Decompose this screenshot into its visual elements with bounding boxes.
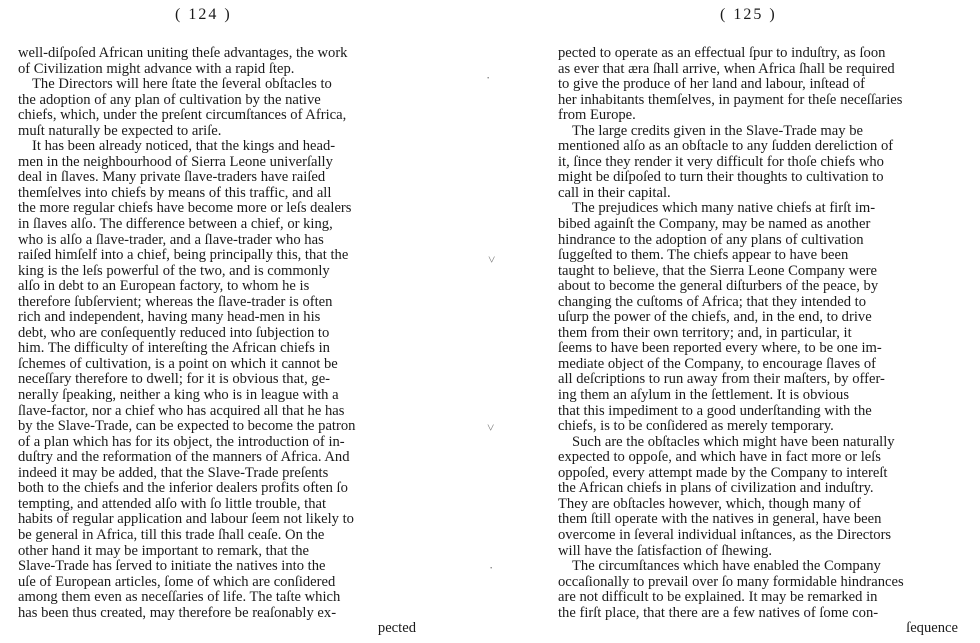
text-line: in ſlaves alſo. The difference between a chief, or king, xyxy=(18,216,333,233)
text-line: the adoption of any plan of cultivation by the native xyxy=(18,91,321,108)
gutter-mark-icon: · xyxy=(489,560,494,575)
text-line: expected to oppoſe, and which have in fact more or leſs xyxy=(558,449,881,466)
text-line: her inhabitants themſelves, in payment for theſe neceſſaries xyxy=(558,91,903,108)
text-line: all deſcriptions to run away from their maſters, by offer- xyxy=(558,371,885,388)
text-line: chiefs, which, under the preſent circumſtances of Africa, xyxy=(18,107,347,124)
text-line: themſelves into chiefs by means of this traffic, and all xyxy=(18,184,332,201)
text-line: by the Slave-Trade, can be expected to become the patron xyxy=(18,418,356,435)
text-line: the firſt place, that there are a few natives of ſome con- xyxy=(558,604,879,621)
left-page-text xyxy=(18,46,416,637)
text-line: Such are the obſtacles which might have been naturally xyxy=(572,433,895,450)
text-line: as ever that æra ſhall arrive, when Africa ſhall be required xyxy=(558,60,895,77)
text-line: The circumſtances which have enabled the Company xyxy=(572,558,881,575)
book-gutter xyxy=(472,0,508,643)
text-line: rich and independent, having many head-men in his xyxy=(18,309,321,326)
right-page-number: ( 125 ) xyxy=(720,6,777,23)
text-line: ing them an aſylum in the ſettlement. It is obvious xyxy=(558,387,850,404)
text-line: are not difficult to be explained. It may be remarked in xyxy=(558,589,878,606)
text-line: changing the cuſtoms of Africa; that they intended to xyxy=(558,293,867,310)
text-line: chiefs, is to be conſidered as merely temporary. xyxy=(558,418,834,435)
text-line: overcome in ſeveral individual inſtances, as the Directors xyxy=(558,526,892,543)
text-line: pected to operate as an effectual ſpur to induſtry, as ſoon xyxy=(558,45,886,61)
text-line: It has been already noticed, that the kings and head- xyxy=(32,138,336,155)
text-line: The Directors will here ſtate the ſeveral obſtacles to xyxy=(32,76,332,93)
text-line: ſchemes of cultivation, is a point on which it cannot be xyxy=(18,355,338,372)
text-line: therefore ſubſervient; whereas the ſlave-trader is often xyxy=(18,293,333,310)
text-line: oppoſed, every attempt made by the Company to intereſt xyxy=(558,464,888,481)
text-line: occaſionally to prevail over ſo many formidable hindrances xyxy=(558,573,904,590)
text-line: among them even as neceſſaries of life. The taſte which xyxy=(18,589,341,606)
text-line: nerally ſpeaking, neither a king who is in league with a xyxy=(18,387,339,404)
text-line: them ſtill operate with the natives in general, have been xyxy=(558,511,882,528)
text-line: the more regular chiefs have become more or leſs dealers xyxy=(18,200,352,217)
text-line: king is the leſs powerful of the two, and is commonly xyxy=(18,262,330,279)
text-line: that this impediment to a good underſtanding with the xyxy=(558,402,872,419)
text-line: ſuggeſted to them. The chiefs appear to have been xyxy=(558,247,849,264)
text-line: has been thus created, may therefore be reaſonably ex- xyxy=(18,604,337,621)
right-page xyxy=(510,0,980,643)
text-line: neceſſary therefore to dwell; for it is obvious that, ge- xyxy=(18,371,331,388)
text-line: They are obſtacles however, which, though many of xyxy=(558,495,861,512)
gutter-mark-icon: ˅ xyxy=(488,252,496,267)
text-line: The prejudices which many native chiefs at firſt im- xyxy=(572,200,876,217)
text-line: habits of regular application and labour ſeem not likely to xyxy=(18,511,354,528)
text-line: taught to believe, that the Sierra Leone Company were xyxy=(558,262,877,279)
text-line: who is alſo a ſlave-trader, and a ſlave-trader who has xyxy=(18,231,324,248)
text-line: the African chiefs in plans of civilization and induſtry. xyxy=(558,480,874,497)
text-line: mentioned alſo as an obſtacle to any ſudden dereliction of xyxy=(558,138,894,155)
left-page-number: ( 124 ) xyxy=(175,6,232,23)
text-line: The large credits given in the Slave-Trade may be xyxy=(572,122,863,139)
text-line: Slave-Trade has ſerved to initiate the natives into the xyxy=(18,558,326,575)
text-line: other hand it may be important to remark, that the xyxy=(18,542,309,559)
right-page-text xyxy=(558,46,958,637)
text-line: indeed it may be added, that the Slave-Trade preſents xyxy=(18,464,329,481)
text-line: duſtry and the reformation of the manners of Africa. And xyxy=(18,449,350,466)
text-line: ſlave-factor, nor a chief who has acquired all that he has xyxy=(18,402,345,419)
text-line: mediate object of the Company, to encourage ſlaves of xyxy=(558,355,876,372)
text-line: him. The difficulty of intereſting the African chiefs in xyxy=(18,340,330,357)
text-line: debt, who are conſequently reduced into ſubjection to xyxy=(18,324,330,341)
text-line: well-diſpoſed African uniting theſe advantages, the work xyxy=(18,45,348,61)
text-line: alſo in debt to an European factory, to whom he is xyxy=(18,278,310,295)
text-line: ſeems to have been reported every where, to be one im- xyxy=(558,340,882,357)
text-line: might be diſpoſed to turn their thoughts to cultivation to xyxy=(558,169,884,186)
text-line: tempting, and attended alſo with ſo little trouble, that xyxy=(18,495,327,512)
text-line: deal in ſlaves. Many private ſlave-traders have raiſed xyxy=(18,169,326,186)
text-line: of a plan which has for its object, the introduction of in- xyxy=(18,433,345,450)
text-line: uſurp the power of the chiefs, and, in the end, to drive xyxy=(558,309,872,326)
text-line: raiſed himſelf into a chief, being principally this, that the xyxy=(18,247,349,264)
text-line: both to the chiefs and the inferior dealers profits often ſo xyxy=(18,480,348,497)
left-page xyxy=(0,0,470,643)
catchword: pected xyxy=(377,620,416,637)
text-line: uſe of European articles, ſome of which are conſidered xyxy=(18,573,336,590)
gutter-mark-icon: · xyxy=(486,70,491,85)
text-line: be general in Africa, till this trade ſhall ceaſe. On the xyxy=(18,526,325,543)
text-line: them from their own territory; and, in particular, it xyxy=(558,324,852,341)
catchword: ſequence xyxy=(906,620,958,637)
gutter-mark-icon: ˅ xyxy=(487,420,495,435)
text-line: muſt naturally be expected to ariſe. xyxy=(18,122,222,139)
text-line: bibed againſt the Company, may be named as another xyxy=(558,216,871,233)
text-line: from Europe. xyxy=(558,107,636,124)
text-line: to give the produce of her land and labour, inſtead of xyxy=(558,76,865,93)
text-line: it, ſince they render it very difficult for thoſe chiefs who xyxy=(558,153,884,170)
text-line: men in the neighbourhood of Sierra Leone univerſally xyxy=(18,153,333,170)
text-line: hindrance to the adoption of any plans of cultivation xyxy=(558,231,864,248)
text-line: call in their capital. xyxy=(558,184,671,201)
text-line: about to become the general diſturbers of the peace, by xyxy=(558,278,879,295)
text-line: of Civilization might advance with a rapid ſtep. xyxy=(18,60,295,77)
text-line: will have the ſatisfaction of ſhewing. xyxy=(558,542,772,559)
